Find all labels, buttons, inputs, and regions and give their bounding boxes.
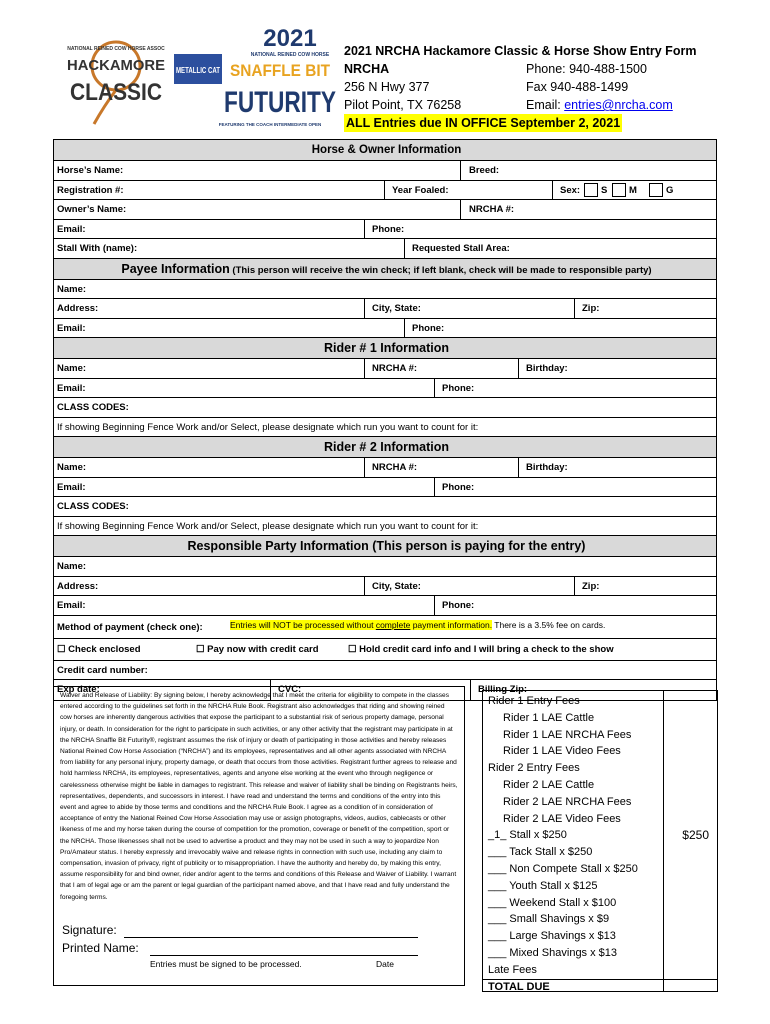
row-payment-options — [54, 639, 716, 661]
signature-line[interactable] — [124, 937, 418, 938]
payee-name-field[interactable]: Name: — [57, 283, 87, 295]
option-check-enclosed[interactable]: ☐ Check enclosed — [57, 643, 141, 655]
fee-item-label: Late Fees — [488, 963, 537, 976]
rider2-fence-note[interactable]: If showing Beginning Fence Work and/or Select, please designate which run you want to count for it: — [57, 520, 479, 532]
row-rider1-email — [54, 379, 716, 399]
row-registration — [54, 181, 716, 201]
total-divider — [483, 979, 717, 980]
fee-item-label: ___ Tack Stall x $250 — [488, 846, 593, 859]
row-owner — [54, 200, 716, 220]
fee-item-label: Rider 1 Entry Fees — [488, 695, 580, 707]
row-resp-name — [54, 557, 716, 577]
sex-m-label: M — [629, 184, 637, 196]
registration-field[interactable]: Registration #: — [57, 184, 124, 196]
entry-form — [53, 139, 717, 701]
fee-item-label: TOTAL DUE — [488, 980, 550, 993]
owner-email-field[interactable]: Email: — [57, 223, 86, 235]
rider1-nrcha-field[interactable]: NRCHA #: — [372, 363, 418, 374]
resp-name-field[interactable]: Name: — [57, 561, 87, 572]
org-city: Pilot Point, TX 76258 — [344, 98, 462, 112]
row-rider2-class-codes — [54, 497, 716, 517]
row-rider2-name — [54, 458, 716, 478]
year-foaled-field[interactable]: Year Foaled: — [392, 184, 449, 196]
horse-name-field[interactable]: Horse’s Name: — [57, 165, 124, 176]
fee-item-label: Rider 2 LAE Cattle — [503, 779, 595, 791]
resp-address-field[interactable]: Address: — [57, 580, 99, 592]
row-owner-email — [54, 220, 716, 240]
waiver-box — [53, 686, 465, 986]
rider1-name-field[interactable]: Name: — [57, 363, 87, 374]
row-credit-card — [54, 661, 716, 681]
fee-item-label: Rider 1 LAE NRCHA Fees — [503, 728, 632, 741]
logo-futurity-footer: FEATURING THE COACH INTERMEDIATE OPEN — [218, 122, 322, 127]
row-payee-email — [54, 319, 716, 339]
rider1-class-codes-field[interactable]: CLASS CODES: — [57, 402, 129, 413]
payee-city-field[interactable]: City, State: — [372, 303, 421, 314]
fees-amount-divider — [663, 691, 664, 991]
rider2-name-field[interactable]: Name: — [57, 462, 87, 473]
header-contact — [344, 42, 697, 132]
fee-item-label: ___ Weekend Stall x $100 — [488, 896, 617, 909]
row-rider1-name — [54, 359, 716, 379]
logo-hack-line3: CLASSIC — [70, 79, 162, 106]
fee-item-label: ___ Mixed Shavings x $13 — [488, 947, 618, 959]
payee-zip-field[interactable]: Zip: — [582, 303, 600, 314]
fee-item-label: _1_ Stall x $250 — [488, 829, 567, 842]
stall-with-field[interactable]: Stall With (name): — [57, 243, 138, 254]
fee-item-label: ___ Small Shavings x $9 — [488, 913, 610, 926]
fee-item-label: ___ Large Shavings x $13 — [488, 930, 616, 943]
row-payee-address — [54, 299, 716, 319]
rider2-email-field[interactable]: Email: — [57, 481, 86, 493]
rider1-fence-note[interactable]: If showing Beginning Fence Work and/or Select, please designate which run you want to count for it: — [57, 421, 479, 433]
org-phone: Phone: 940-488-1500 — [526, 62, 647, 76]
form-title: 2021 NRCHA Hackamore Classic & Horse Show Entry Form — [344, 44, 697, 58]
row-horse-name — [54, 161, 716, 181]
logo-hack-line1: NATIONAL REINED COW HORSE ASSOC — [67, 46, 165, 52]
resp-zip-field[interactable]: Zip: — [582, 580, 600, 592]
sex-s-checkbox[interactable] — [584, 183, 598, 197]
sex-label: Sex: — [560, 184, 581, 196]
logo-year: 2021 — [263, 25, 317, 52]
owner-phone-field[interactable]: Phone: — [372, 223, 405, 235]
row-resp-address — [54, 577, 716, 597]
fee-item-label: ___ Non Compete Stall x $250 — [488, 863, 638, 875]
fee-item-label: Rider 2 Entry Fees — [488, 762, 580, 775]
payment-note: Entries will NOT be processed without complete payment information. There is a 3.5% fee on cards. — [230, 619, 606, 630]
waiver-text: Waiver and Release of Liability: By signing below, I hereby acknowledge that I meet the criteria for eligibility to compete in the classes entered according to the guidelines set forth in the NRCHA Rule Book. Registrant also acknowledges that riding and showing reined cow horses are inherently dangerous activities that expose the participant to a substantial risk of serious property damage, personal injury, or death. In consideration for the right to participate in such activities, or any other activity that the registrant may participate in at the NRCHA Snaffle Bit Futurity®, registrant assumes the risk of injury or death of participating in those activities and hereby releases National Reined Cow Horse Association (“NRCHA”) and its employees, representatives and all other agents associated with NRCHA from liability for any personal injury, property damage, or death that occurs from those activities. Registrant further agrees to release and hold harmless NRCHA, its employees, representatives, agents and anyone else working at the event who through negligence or carelessness otherwise might be liable in damages to registrant. This release and waiver of liability shall be binding on Registrants heirs, representatives, dependents, and successors in interest. I have read and understand the terms and conditions of the entry into this event and agree to abide by those terms and conditions and the NRCHA Rule Book. I agree as a condition of in consideration of acceptance of entry the National Reined Cow Horse Association may use or assign photographs, videos, audios, cablecasts or other likeness of me and my horse taken during the course of competition for the promotion, coverage or benefit of the competition, sport or the NRCHA. Those likenesses shall not be used to advertise a product and they may not be used in such a way to jeopardize Non Pro/Amateur status. I hereby expressly and irrevocably waive and release rights in connection with such use, including any claim to compensation, invasion of privacy, right of publicity or to misappropriation. I have the authority and hereby do, by making this entry, assume responsibility for and bind owner, rider and/or agent to the terms and conditions of this Release and Waiver of Liability. I warrant that I am of legal age or am the parent or legal guardian of the participant named above, and that I have read and fully understand the foregoing terms. — [60, 692, 458, 901]
rider1-birthday-field[interactable]: Birthday: — [526, 363, 568, 374]
section-payee: Payee Information (This person will receive the win check; if left blank, check will be made to responsible party) — [54, 259, 716, 280]
org-email-link[interactable]: entries@nrcha.com — [564, 98, 673, 112]
payee-phone-field[interactable]: Phone: — [412, 322, 445, 334]
sex-s-label: S — [601, 184, 608, 196]
billing-zip-field[interactable]: Billing Zip: — [478, 684, 528, 695]
row-rider1-fence — [54, 418, 716, 438]
logo-futurity-line3: FUTURITY — [224, 86, 336, 119]
owner-nrcha-field[interactable]: NRCHA #: — [469, 204, 515, 215]
resp-phone-field[interactable]: Phone: — [442, 600, 475, 611]
fee-item-label: Rider 2 LAE Video Fees — [503, 812, 621, 825]
section-responsible-party: Responsible Party Information (This person is paying for the entry) — [54, 536, 716, 557]
row-resp-email — [54, 596, 716, 616]
fee-item-label: Rider 2 LAE NRCHA Fees — [503, 795, 632, 808]
row-rider2-fence — [54, 517, 716, 537]
hackamore-classic-logo — [64, 36, 168, 128]
rider1-phone-field[interactable]: Phone: — [442, 382, 475, 394]
snaffle-bit-futurity-logo — [170, 24, 336, 132]
date-label: Date — [376, 959, 394, 969]
logo-futurity-line2: SNAFFLE BIT — [230, 61, 331, 80]
row-payment-method — [54, 616, 716, 639]
row-payee-name — [54, 280, 716, 300]
credit-card-number-field[interactable]: Credit card number: — [57, 664, 148, 676]
signature-label: Signature: — [62, 923, 117, 937]
rider2-class-codes-field[interactable]: CLASS CODES: — [57, 501, 129, 512]
section-rider-1: Rider # 1 Information — [54, 338, 716, 359]
must-sign-note: Entries must be signed to be processed. — [150, 959, 302, 969]
org-fax: Fax 940-488-1499 — [526, 80, 629, 94]
option-hold-card[interactable]: ☐ Hold credit card info and I will bring a check to the show — [348, 643, 614, 655]
fee-item-label: Rider 1 LAE Video Fees — [503, 745, 621, 758]
breed-field[interactable]: Breed: — [469, 165, 500, 176]
owner-name-field[interactable]: Owner’s Name: — [57, 204, 127, 215]
cvc-field[interactable]: CVC: — [278, 684, 302, 695]
exp-date-field[interactable]: Exp date: — [57, 684, 100, 695]
requested-stall-field[interactable]: Requested Stall Area: — [412, 243, 510, 254]
logo-brand: METALLIC CAT — [176, 66, 221, 75]
payment-method-label: Method of payment (check one): — [57, 621, 203, 633]
row-rider2-email — [54, 478, 716, 498]
fees-table — [482, 690, 718, 992]
printed-name-label: Printed Name: — [62, 941, 139, 955]
payee-email-field[interactable]: Email: — [57, 322, 86, 334]
printed-name-line[interactable] — [150, 955, 418, 956]
resp-email-field[interactable]: Email: — [57, 600, 86, 611]
payee-address-field[interactable]: Address: — [57, 303, 99, 314]
org-address: 256 N Hwy 377 — [344, 80, 430, 94]
sex-g-checkbox[interactable] — [649, 183, 663, 197]
section-horse-owner: Horse & Owner Information — [54, 140, 716, 161]
org-name: NRCHA — [344, 62, 390, 76]
sex-m-checkbox[interactable] — [612, 183, 626, 197]
email-label: Email: — [526, 98, 565, 112]
fee-item-label: ___ Youth Stall x $125 — [488, 879, 598, 892]
row-rider1-class-codes — [54, 398, 716, 418]
due-date-banner: ALL Entries due IN OFFICE September 2, 2021 — [346, 116, 621, 130]
resp-city-field[interactable]: City, State: — [372, 580, 421, 592]
fee-item-amount[interactable]: $250 — [682, 828, 709, 843]
row-stall — [54, 239, 716, 259]
fee-item-label: Rider 1 LAE Cattle — [503, 711, 595, 724]
rider2-birthday-field[interactable]: Birthday: — [526, 462, 568, 473]
logo-hack-line2: HACKAMORE — [67, 57, 165, 74]
rider1-email-field[interactable]: Email: — [57, 382, 86, 394]
option-pay-credit-card[interactable]: ☐ Pay now with credit card — [196, 643, 319, 655]
sex-g-label: G — [666, 184, 674, 196]
rider2-phone-field[interactable]: Phone: — [442, 481, 475, 493]
section-rider-2: Rider # 2 Information — [54, 437, 716, 458]
rider2-nrcha-field[interactable]: NRCHA #: — [372, 462, 418, 473]
logo-futurity-line1: NATIONAL REINED COW HORSE — [250, 52, 330, 58]
